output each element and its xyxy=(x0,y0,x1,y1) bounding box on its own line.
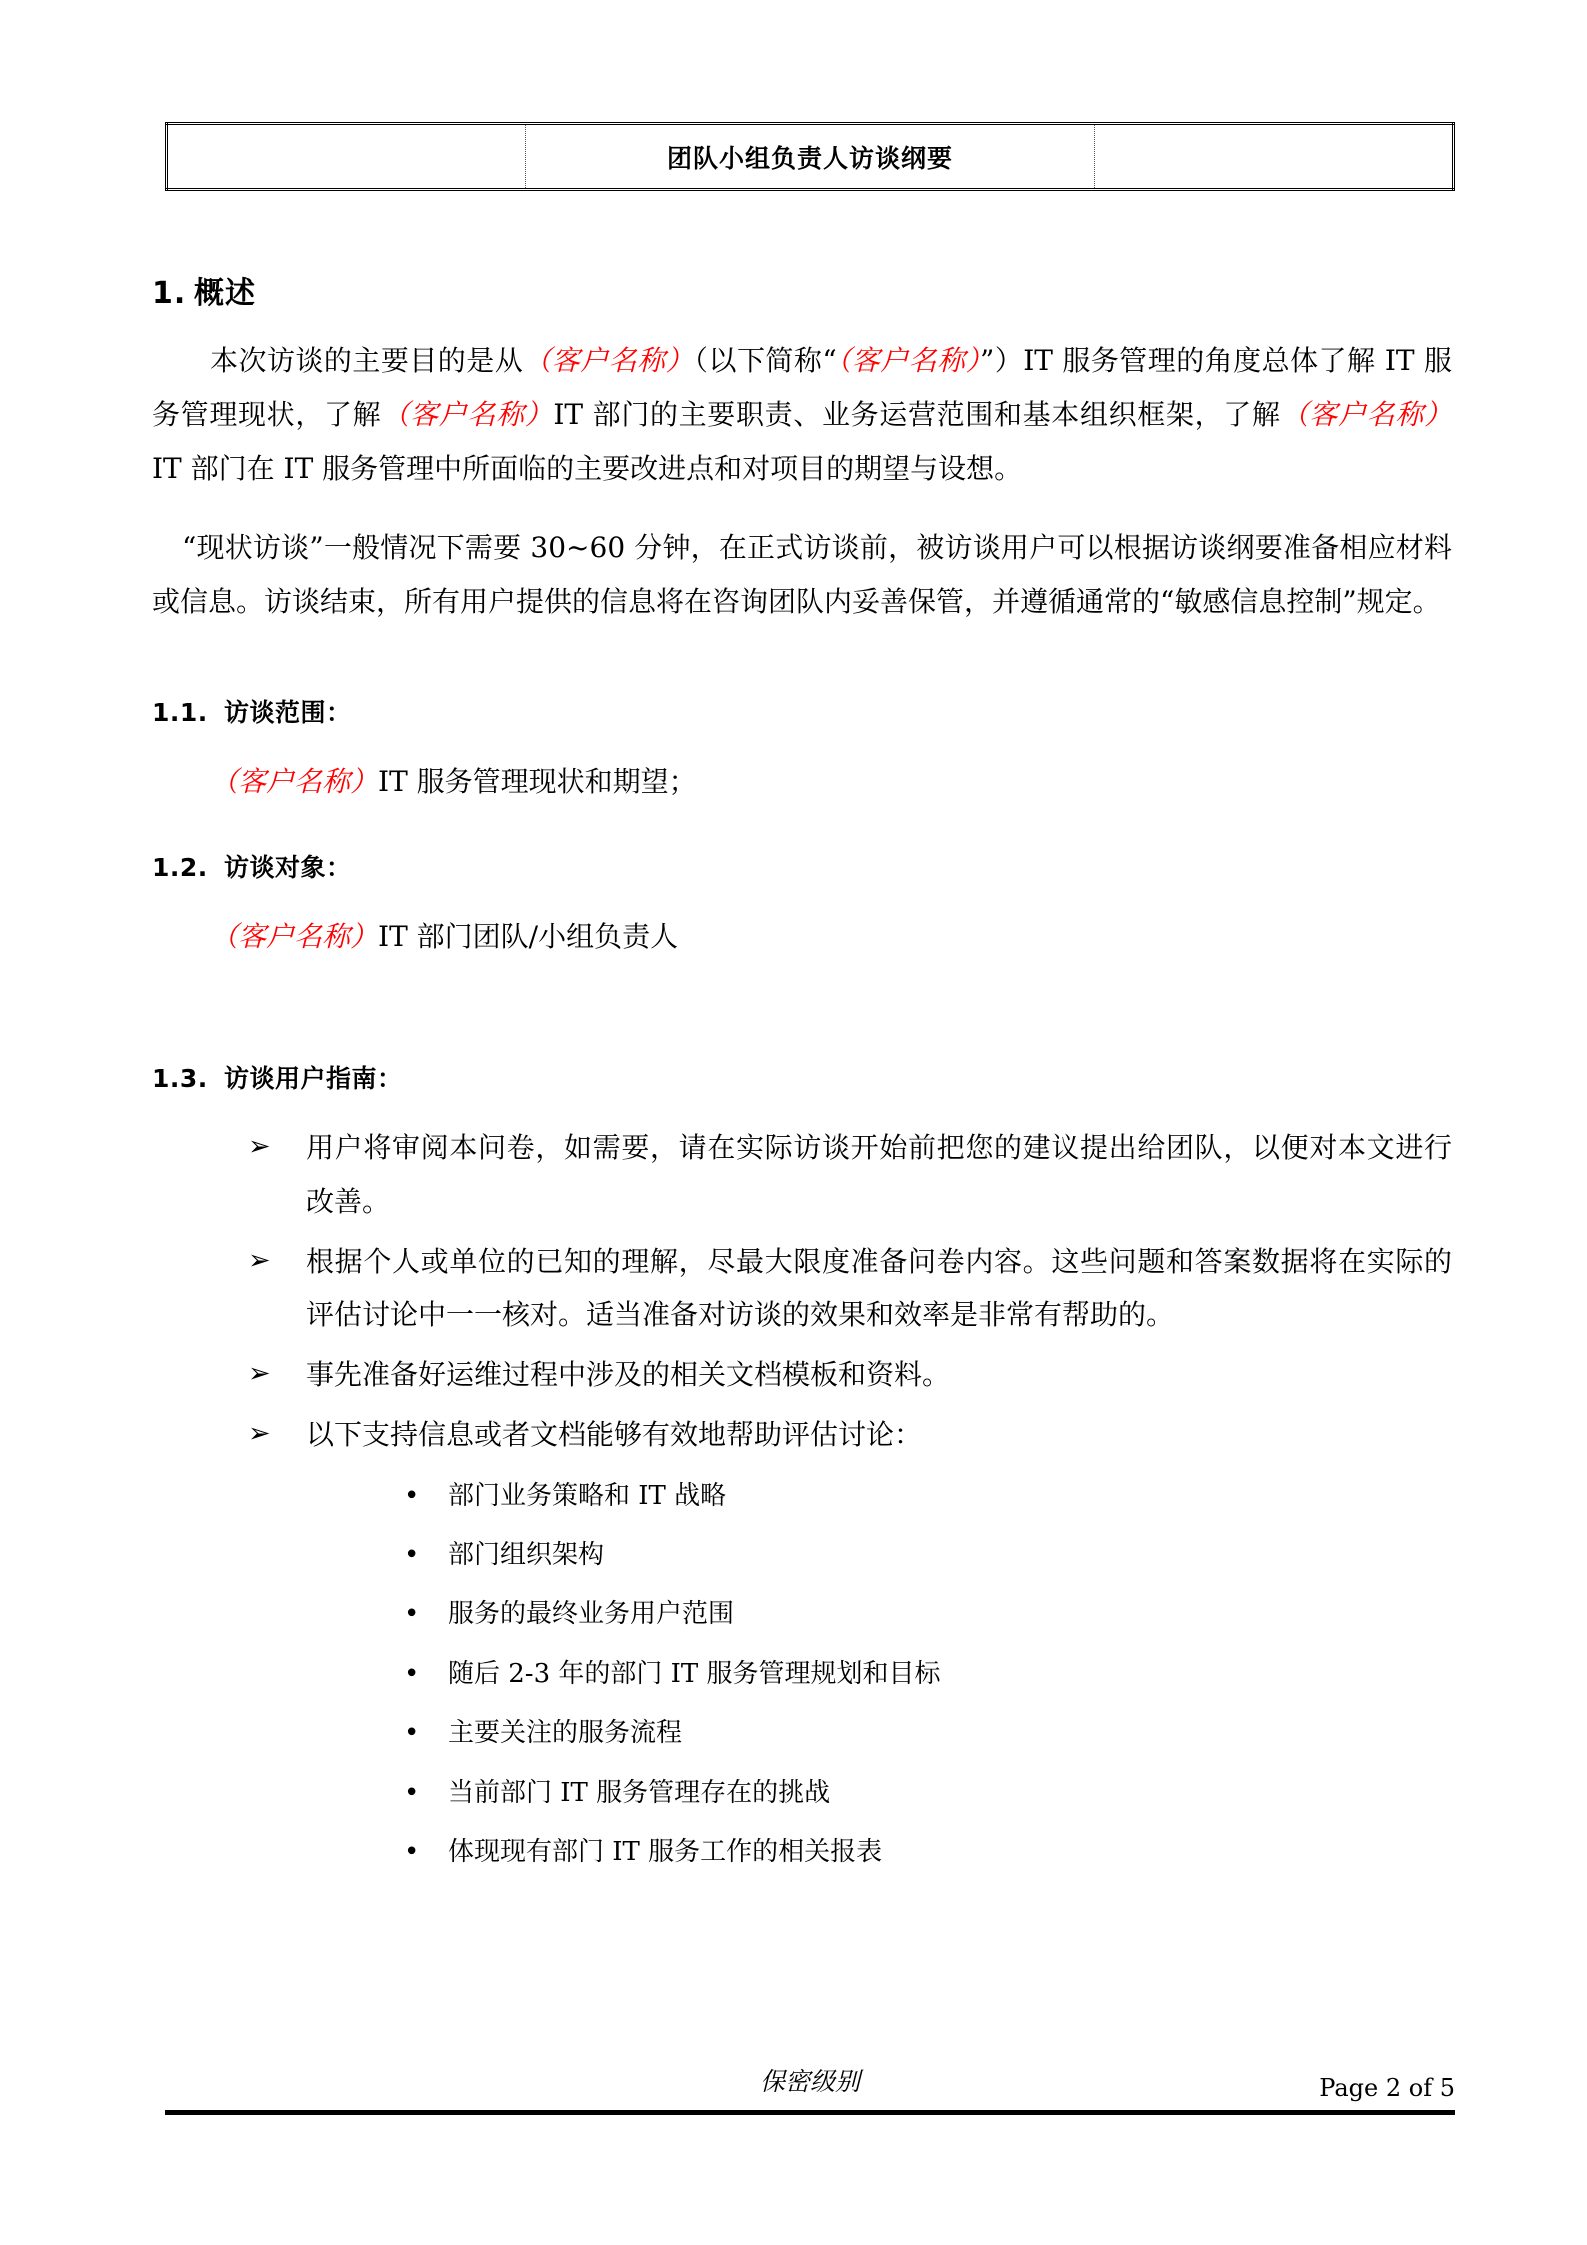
spacer xyxy=(152,884,1452,910)
dot-bullet-icon: • xyxy=(404,1777,420,1808)
placeholder-client-name-1: （客户名称） xyxy=(523,344,694,377)
footer-row xyxy=(165,2062,1455,2102)
list-item xyxy=(248,1235,1452,1343)
para-text-4: IT 部门的主要职责、业务运营范围和基本组织框架，了解 xyxy=(553,397,1281,431)
heading-1-title: 概述 xyxy=(194,276,256,311)
heading-1-1-number: 1.1. xyxy=(152,697,208,727)
list-item-text: 当前部门 IT 服务管理存在的挑战 xyxy=(448,1777,831,1808)
heading-1-3-number: 1.3. xyxy=(152,1064,208,1094)
placeholder-client-name-5: （客户名称） xyxy=(210,764,379,798)
heading-1-3-user-guide xyxy=(152,1059,1452,1095)
placeholder-client-name-4: （客户名称） xyxy=(1280,397,1452,431)
document-body xyxy=(152,268,1452,1887)
list-item xyxy=(402,1769,1452,1818)
paragraph-scope-body xyxy=(152,755,1452,808)
spacer xyxy=(152,963,1452,1059)
footer-page-number: Page 2 of 5 xyxy=(1319,2074,1455,2102)
list-item-text: 主要关注的服务流程 xyxy=(448,1718,683,1749)
list-item-text: 以下支持信息或者文档能够有效地帮助评估讨论： xyxy=(306,1417,923,1451)
heading-1-2-number: 1.2. xyxy=(152,852,208,882)
list-item-text: 体现现有部门 IT 服务工作的相关报表 xyxy=(448,1836,883,1867)
heading-1-2-title: 访谈对象： xyxy=(224,852,352,882)
list-item xyxy=(402,1531,1452,1580)
audience-body-text: IT 部门团队/小组负责人 xyxy=(378,919,679,953)
placeholder-client-name-3: （客户名称） xyxy=(381,397,554,431)
list-item xyxy=(402,1650,1452,1699)
spacer xyxy=(152,729,1452,755)
list-item xyxy=(402,1590,1452,1639)
header-cell-right xyxy=(1094,124,1453,190)
arrow-bullet-icon: ➢ xyxy=(248,1244,271,1276)
heading-1-1-title: 访谈范围： xyxy=(224,697,352,727)
list-item-text: 根据个人或单位的已知的理解，尽最大限度准备问卷内容。这些问题和答案数据将在实际的评估讨论中一一核对。适当准备对访谈的效果和效率是非常有帮助的。 xyxy=(306,1244,1452,1332)
document-footer xyxy=(165,2062,1455,2115)
arrow-bullet-icon: ➢ xyxy=(248,1417,271,1449)
list-item-text: 部门业务策略和 IT 战略 xyxy=(448,1480,727,1511)
header-title: 团队小组负责人访谈纲要 xyxy=(526,124,1095,190)
list-item-text: 随后 2-3 年的部门 IT 服务管理规划和目标 xyxy=(448,1658,941,1689)
heading-1-2-audience xyxy=(152,848,1452,884)
spacer xyxy=(152,808,1452,848)
spacer xyxy=(152,1095,1452,1121)
placeholder-client-name-2: （客户名称） xyxy=(836,344,980,377)
arrow-bullet-icon: ➢ xyxy=(248,1131,271,1163)
list-item xyxy=(402,1828,1452,1877)
supporting-docs-list xyxy=(306,1472,1452,1878)
list-item xyxy=(402,1472,1452,1521)
dot-bullet-icon: • xyxy=(404,1658,420,1689)
heading-1-number: 1. xyxy=(152,276,187,311)
dot-bullet-icon: • xyxy=(404,1836,420,1867)
footer-classification: 保密级别 xyxy=(759,2067,860,2096)
list-item xyxy=(402,1709,1452,1758)
para-text-2: （以下简称“ xyxy=(694,344,837,377)
list-item-text: 服务的最终业务用户范围 xyxy=(448,1599,735,1630)
list-item-text: 用户将审阅本问卷，如需要，请在实际访谈开始前把您的建议提出给团队，以便对本文进行改善。 xyxy=(306,1131,1452,1218)
dot-bullet-icon: • xyxy=(404,1540,420,1571)
dot-bullet-icon: • xyxy=(404,1480,420,1511)
list-item-text: 部门组织架构 xyxy=(448,1540,605,1571)
footer-divider xyxy=(165,2110,1455,2115)
arrow-bullet-icon: ➢ xyxy=(248,1358,271,1390)
para-text-3: ”）IT 服务管理的角度总体了解 IT 服务管理现状，了解 xyxy=(152,344,1452,431)
spacer xyxy=(152,495,1452,521)
list-item xyxy=(248,1121,1452,1229)
para-text-1: 本次访谈的主要目的是从 xyxy=(210,344,524,377)
dot-bullet-icon: • xyxy=(404,1599,420,1630)
heading-1-1-scope xyxy=(152,693,1452,729)
scope-body-text: IT 服务管理现状和期望； xyxy=(378,764,697,798)
dot-bullet-icon: • xyxy=(404,1718,420,1749)
heading-1-3-title: 访谈用户指南： xyxy=(224,1064,403,1094)
list-item xyxy=(248,1408,1452,1877)
paragraph-interview-duration: “现状访谈”一般情况下需要 30~60 分钟，在正式访谈前，被访谈用户可以根据访谈纲要准备相应材料或信息。访谈结束，所有用户提供的信息将在咨询团队内妥善保管，并遵循通常的“敏感信息控制”规定。 xyxy=(152,531,1452,618)
paragraph-audience-body xyxy=(152,910,1452,963)
header-cell-left xyxy=(167,124,526,190)
list-item-text: 事先准备好运维过程中涉及的相关文档模板和资料。 xyxy=(306,1358,951,1392)
paragraph-purpose xyxy=(152,334,1452,495)
placeholder-client-name-6: （客户名称） xyxy=(210,919,379,953)
heading-1-overview xyxy=(152,268,1452,312)
header-table-row xyxy=(167,124,1454,190)
user-guide-list xyxy=(152,1121,1452,1877)
list-item xyxy=(248,1348,1452,1402)
spacer xyxy=(152,629,1452,693)
document-header-table xyxy=(165,122,1455,191)
para-text-5: IT 部门在 IT 服务管理中所面临的主要改进点和对项目的期望与设想。 xyxy=(152,451,1023,485)
